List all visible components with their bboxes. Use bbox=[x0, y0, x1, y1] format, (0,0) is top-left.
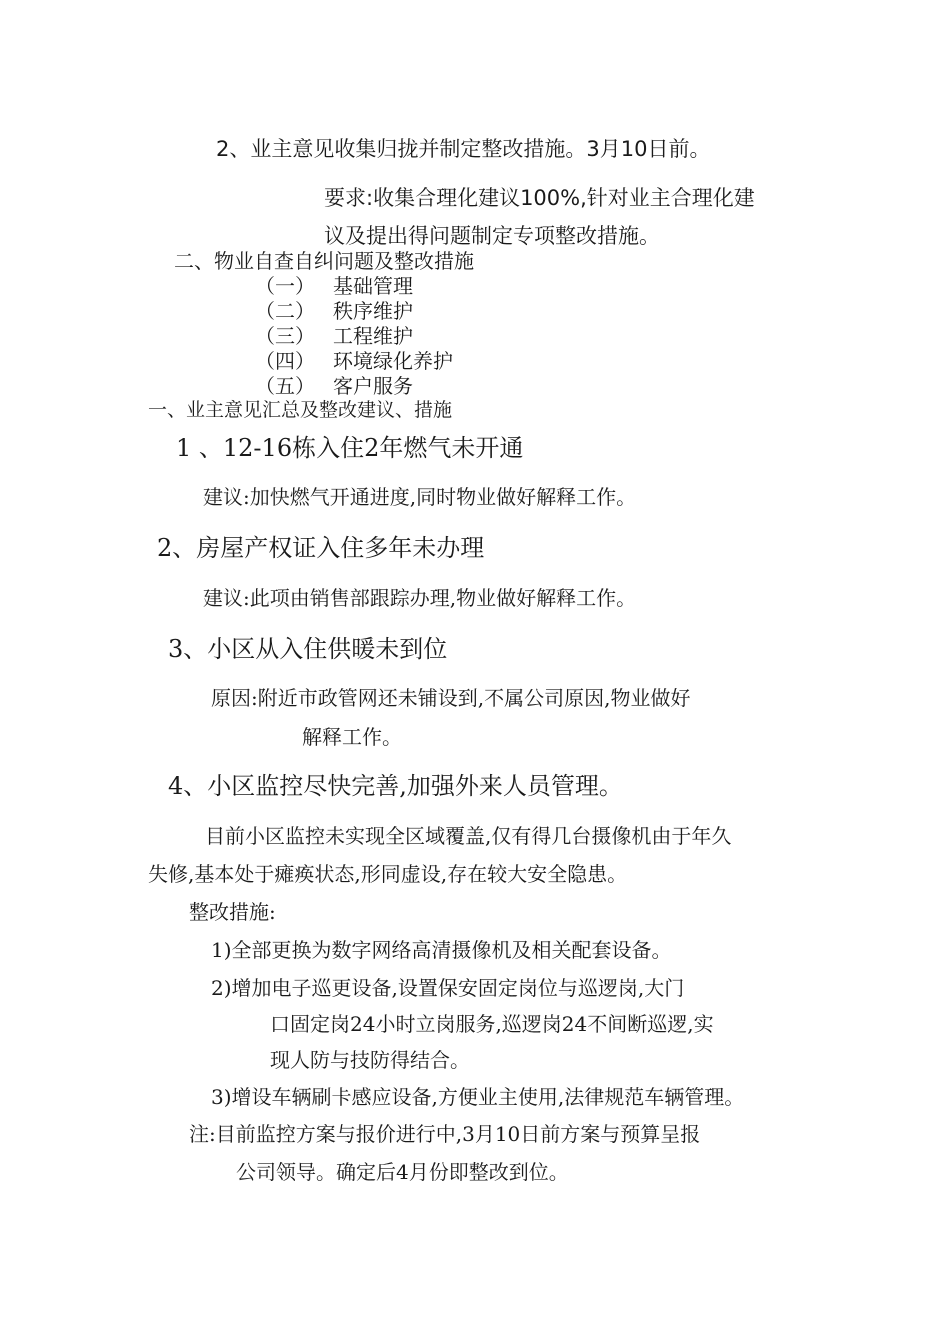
item-4-title: 4、小区监控尽快完善,加强外来人员管理。 bbox=[168, 772, 623, 800]
subsection-2 bbox=[255, 301, 413, 321]
note-line-1: 注:目前监控方案与报价进行中,3月10日前方案与预算呈报 bbox=[189, 1122, 701, 1146]
subsection-label: 客户服务 bbox=[333, 374, 413, 398]
item-3-reason-line-2: 解释工作。 bbox=[302, 725, 402, 749]
measure-3: 3)增设车辆刷卡感应设备,方便业主使用,法律规范车辆管理。 bbox=[211, 1085, 745, 1109]
subsection-3 bbox=[255, 326, 413, 346]
subsection-label: 基础管理 bbox=[333, 274, 413, 298]
item-1-title: 1 、12-16栋入住2年燃气未开通 bbox=[176, 434, 524, 462]
requirement-line-1: 要求:收集合理化建议100%,针对业主合理化建 bbox=[324, 186, 755, 210]
item-4-description-line-1: 目前小区监控未实现全区域覆盖,仅有得几台摄像机由于年久 bbox=[205, 824, 732, 848]
subsection-marker: （一） bbox=[255, 274, 315, 298]
section-1-heading: 一、业主意见汇总及整改建议、措施 bbox=[148, 399, 453, 421]
item-3-title: 3、小区从入住供暖未到位 bbox=[168, 635, 448, 663]
subsection-1 bbox=[255, 276, 413, 296]
subsection-5 bbox=[255, 376, 413, 396]
item-2-title: 2、房屋产权证入住多年未办理 bbox=[157, 534, 485, 562]
measure-2-line-2: 口固定岗24小时立岗服务,巡逻岗24不间断巡逻,实 bbox=[270, 1012, 714, 1036]
item-2-collect-opinions: 2、业主意见收集归拢并制定整改措施。3月10日前。 bbox=[216, 137, 711, 161]
subsection-marker: （二） bbox=[255, 299, 315, 323]
measure-2-line-1: 2)增加电子巡更设备,设置保安固定岗位与巡逻岗,大门 bbox=[211, 976, 685, 1000]
measure-1: 1)全部更换为数字网络高清摄像机及相关配套设备。 bbox=[211, 938, 672, 962]
item-3-reason-line-1: 原因:附近市政管网还未铺设到,不属公司原因,物业做好 bbox=[211, 686, 691, 710]
measure-2-line-3: 现人防与技防得结合。 bbox=[270, 1048, 470, 1072]
note-line-2: 公司领导。确定后4月份即整改到位。 bbox=[236, 1160, 569, 1184]
subsection-label: 工程维护 bbox=[333, 324, 413, 348]
item-1-suggestion: 建议:加快燃气开通进度,同时物业做好解释工作。 bbox=[203, 485, 637, 509]
requirement-line-2: 议及提出得问题制定专项整改措施。 bbox=[324, 224, 660, 248]
subsection-4 bbox=[255, 351, 453, 371]
item-2-suggestion: 建议:此项由销售部跟踪办理,物业做好解释工作。 bbox=[203, 586, 637, 610]
subsection-marker: （四） bbox=[255, 349, 315, 373]
subsection-marker: （五） bbox=[255, 374, 315, 398]
subsection-label: 秩序维护 bbox=[333, 299, 413, 323]
measures-label: 整改措施: bbox=[189, 900, 276, 924]
subsection-marker: （三） bbox=[255, 324, 315, 348]
item-4-description-line-2: 失修,基本处于瘫痪状态,形同虚设,存在较大安全隐患。 bbox=[148, 862, 628, 886]
subsection-label: 环境绿化养护 bbox=[333, 349, 453, 373]
section-2-heading: 二、物业自查自纠问题及整改措施 bbox=[174, 249, 474, 273]
